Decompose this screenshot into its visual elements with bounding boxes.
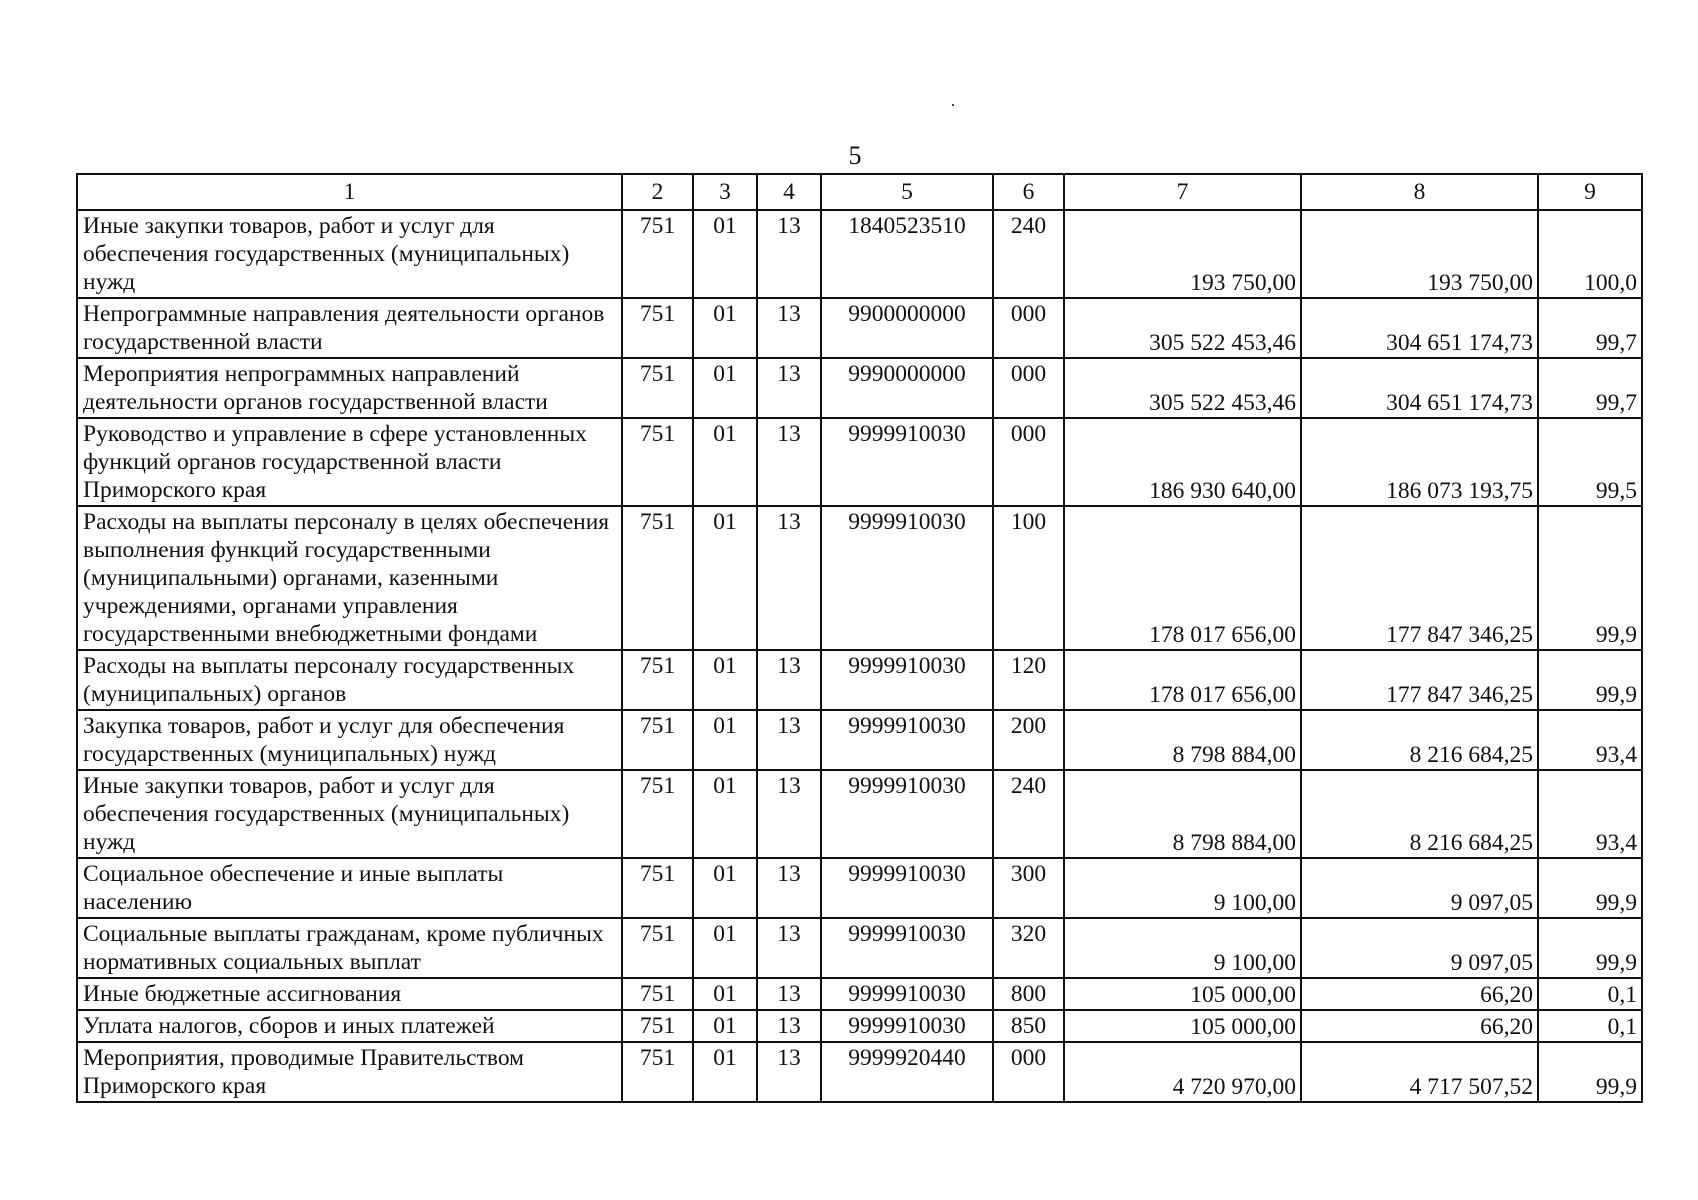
- percent-cell: 99,9: [1538, 918, 1642, 978]
- amount-cell: 193 750,00: [1064, 210, 1301, 298]
- code-cell: 751: [622, 358, 693, 418]
- percent-cell: 99,9: [1538, 1042, 1642, 1102]
- code-cell: 850: [993, 1010, 1064, 1042]
- code-cell: 300: [993, 858, 1064, 918]
- budget-table: [76, 173, 1643, 1103]
- code-cell: 9999910030: [821, 710, 993, 770]
- page-number: 5: [848, 141, 862, 170]
- row-name-cell: Иные закупки товаров, работ и услуг для обеспечения государственных (муниципальных) нужд: [77, 770, 622, 858]
- column-header: 4: [757, 174, 821, 210]
- code-cell: 9990000000: [821, 358, 993, 418]
- table-row: [77, 770, 1642, 858]
- percent-cell: 99,9: [1538, 650, 1642, 710]
- code-cell: 000: [993, 418, 1064, 506]
- code-cell: 1840523510: [821, 210, 993, 298]
- amount-cell: 9 097,05: [1301, 918, 1538, 978]
- amount-cell: 186 930 640,00: [1064, 418, 1301, 506]
- code-cell: 751: [622, 418, 693, 506]
- code-cell: 751: [622, 1010, 693, 1042]
- amount-cell: 304 651 174,73: [1301, 298, 1538, 358]
- code-cell: 01: [693, 918, 757, 978]
- code-cell: 01: [693, 358, 757, 418]
- amount-cell: 193 750,00: [1301, 210, 1538, 298]
- code-cell: 240: [993, 770, 1064, 858]
- row-name-cell: Социальные выплаты гражданам, кроме публичных нормативных социальных выплат: [77, 918, 622, 978]
- code-cell: 000: [993, 1042, 1064, 1102]
- table-row: [77, 858, 1642, 918]
- percent-cell: 99,9: [1538, 506, 1642, 650]
- column-header: 8: [1301, 174, 1538, 210]
- code-cell: 9900000000: [821, 298, 993, 358]
- code-cell: 13: [757, 978, 821, 1010]
- column-header: 6: [993, 174, 1064, 210]
- column-header: 7: [1064, 174, 1301, 210]
- code-cell: 9999910030: [821, 858, 993, 918]
- code-cell: 9999920440: [821, 1042, 993, 1102]
- code-cell: 13: [757, 858, 821, 918]
- amount-cell: 305 522 453,46: [1064, 298, 1301, 358]
- row-name-cell: Мероприятия, проводимые Правительством Приморского края: [77, 1042, 622, 1102]
- amount-cell: 9 100,00: [1064, 858, 1301, 918]
- code-cell: 01: [693, 650, 757, 710]
- amount-cell: 8 798 884,00: [1064, 710, 1301, 770]
- scan-speck: [952, 104, 954, 106]
- code-cell: 200: [993, 710, 1064, 770]
- code-cell: 751: [622, 858, 693, 918]
- row-name-cell: Иные бюджетные ассигнования: [77, 978, 622, 1010]
- amount-cell: 66,20: [1301, 978, 1538, 1010]
- amount-cell: 177 847 346,25: [1301, 650, 1538, 710]
- code-cell: 13: [757, 1010, 821, 1042]
- amount-cell: 4 717 507,52: [1301, 1042, 1538, 1102]
- code-cell: 13: [757, 418, 821, 506]
- code-cell: 01: [693, 418, 757, 506]
- code-cell: 9999910030: [821, 918, 993, 978]
- amount-cell: 178 017 656,00: [1064, 650, 1301, 710]
- code-cell: 13: [757, 918, 821, 978]
- row-name-cell: Руководство и управление в сфере установленных функций органов государственной власти Приморского края: [77, 418, 622, 506]
- code-cell: 9999910030: [821, 1010, 993, 1042]
- code-cell: 01: [693, 298, 757, 358]
- code-cell: 100: [993, 506, 1064, 650]
- code-cell: 01: [693, 210, 757, 298]
- code-cell: 01: [693, 1042, 757, 1102]
- code-cell: 01: [693, 1010, 757, 1042]
- code-cell: 9999910030: [821, 650, 993, 710]
- code-cell: 120: [993, 650, 1064, 710]
- code-cell: 000: [993, 358, 1064, 418]
- amount-cell: 178 017 656,00: [1064, 506, 1301, 650]
- amount-cell: 105 000,00: [1064, 1010, 1301, 1042]
- amount-cell: 177 847 346,25: [1301, 506, 1538, 650]
- amount-cell: 8 798 884,00: [1064, 770, 1301, 858]
- code-cell: 800: [993, 978, 1064, 1010]
- code-cell: 751: [622, 918, 693, 978]
- table-header-row: [77, 174, 1642, 210]
- percent-cell: 99,7: [1538, 358, 1642, 418]
- amount-cell: 66,20: [1301, 1010, 1538, 1042]
- table-row: [77, 298, 1642, 358]
- code-cell: 751: [622, 770, 693, 858]
- code-cell: 01: [693, 978, 757, 1010]
- percent-cell: 93,4: [1538, 770, 1642, 858]
- code-cell: 01: [693, 710, 757, 770]
- amount-cell: 304 651 174,73: [1301, 358, 1538, 418]
- amount-cell: 105 000,00: [1064, 978, 1301, 1010]
- code-cell: 01: [693, 770, 757, 858]
- percent-cell: 93,4: [1538, 710, 1642, 770]
- code-cell: 000: [993, 298, 1064, 358]
- code-cell: 9999910030: [821, 978, 993, 1010]
- percent-cell: 99,9: [1538, 858, 1642, 918]
- code-cell: 13: [757, 770, 821, 858]
- code-cell: 13: [757, 650, 821, 710]
- percent-cell: 0,1: [1538, 978, 1642, 1010]
- table-row: [77, 978, 1642, 1010]
- code-cell: 9999910030: [821, 418, 993, 506]
- amount-cell: 305 522 453,46: [1064, 358, 1301, 418]
- row-name-cell: Непрограммные направления деятельности органов государственной власти: [77, 298, 622, 358]
- table-row: [77, 1042, 1642, 1102]
- code-cell: 751: [622, 710, 693, 770]
- column-header: 1: [77, 174, 622, 210]
- table-row: [77, 710, 1642, 770]
- row-name-cell: Иные закупки товаров, работ и услуг для обеспечения государственных (муниципальных) нужд: [77, 210, 622, 298]
- code-cell: 240: [993, 210, 1064, 298]
- amount-cell: 8 216 684,25: [1301, 710, 1538, 770]
- code-cell: 751: [622, 506, 693, 650]
- column-header: 5: [821, 174, 993, 210]
- code-cell: 01: [693, 506, 757, 650]
- code-cell: 13: [757, 358, 821, 418]
- percent-cell: 0,1: [1538, 1010, 1642, 1042]
- table-row: [77, 650, 1642, 710]
- percent-cell: 99,5: [1538, 418, 1642, 506]
- table-row: [77, 506, 1642, 650]
- table-row: [77, 358, 1642, 418]
- code-cell: 13: [757, 210, 821, 298]
- code-cell: 751: [622, 298, 693, 358]
- amount-cell: 186 073 193,75: [1301, 418, 1538, 506]
- table-row: [77, 418, 1642, 506]
- code-cell: 751: [622, 1042, 693, 1102]
- row-name-cell: Закупка товаров, работ и услуг для обеспечения государственных (муниципальных) нужд: [77, 710, 622, 770]
- column-header: 3: [693, 174, 757, 210]
- row-name-cell: Мероприятия непрограммных направлений деятельности органов государственной власти: [77, 358, 622, 418]
- table-row: [77, 918, 1642, 978]
- percent-cell: 100,0: [1538, 210, 1642, 298]
- column-header: 9: [1538, 174, 1642, 210]
- code-cell: 9999910030: [821, 506, 993, 650]
- percent-cell: 99,7: [1538, 298, 1642, 358]
- table-row: [77, 1010, 1642, 1042]
- row-name-cell: Социальное обеспечение и иные выплаты населению: [77, 858, 622, 918]
- table-row: [77, 210, 1642, 298]
- code-cell: 751: [622, 978, 693, 1010]
- code-cell: 13: [757, 710, 821, 770]
- code-cell: 751: [622, 650, 693, 710]
- amount-cell: 9 100,00: [1064, 918, 1301, 978]
- row-name-cell: Расходы на выплаты персоналу государственных (муниципальных) органов: [77, 650, 622, 710]
- code-cell: 01: [693, 858, 757, 918]
- code-cell: 320: [993, 918, 1064, 978]
- code-cell: 13: [757, 506, 821, 650]
- row-name-cell: Уплата налогов, сборов и иных платежей: [77, 1010, 622, 1042]
- amount-cell: 8 216 684,25: [1301, 770, 1538, 858]
- code-cell: 13: [757, 298, 821, 358]
- code-cell: 13: [757, 1042, 821, 1102]
- amount-cell: 4 720 970,00: [1064, 1042, 1301, 1102]
- column-header: 2: [622, 174, 693, 210]
- code-cell: 9999910030: [821, 770, 993, 858]
- row-name-cell: Расходы на выплаты персоналу в целях обеспечения выполнения функций государственными (муниципальными) органами, казенными учреждениями, органами управления государственными внебюджетными фондами: [77, 506, 622, 650]
- amount-cell: 9 097,05: [1301, 858, 1538, 918]
- code-cell: 751: [622, 210, 693, 298]
